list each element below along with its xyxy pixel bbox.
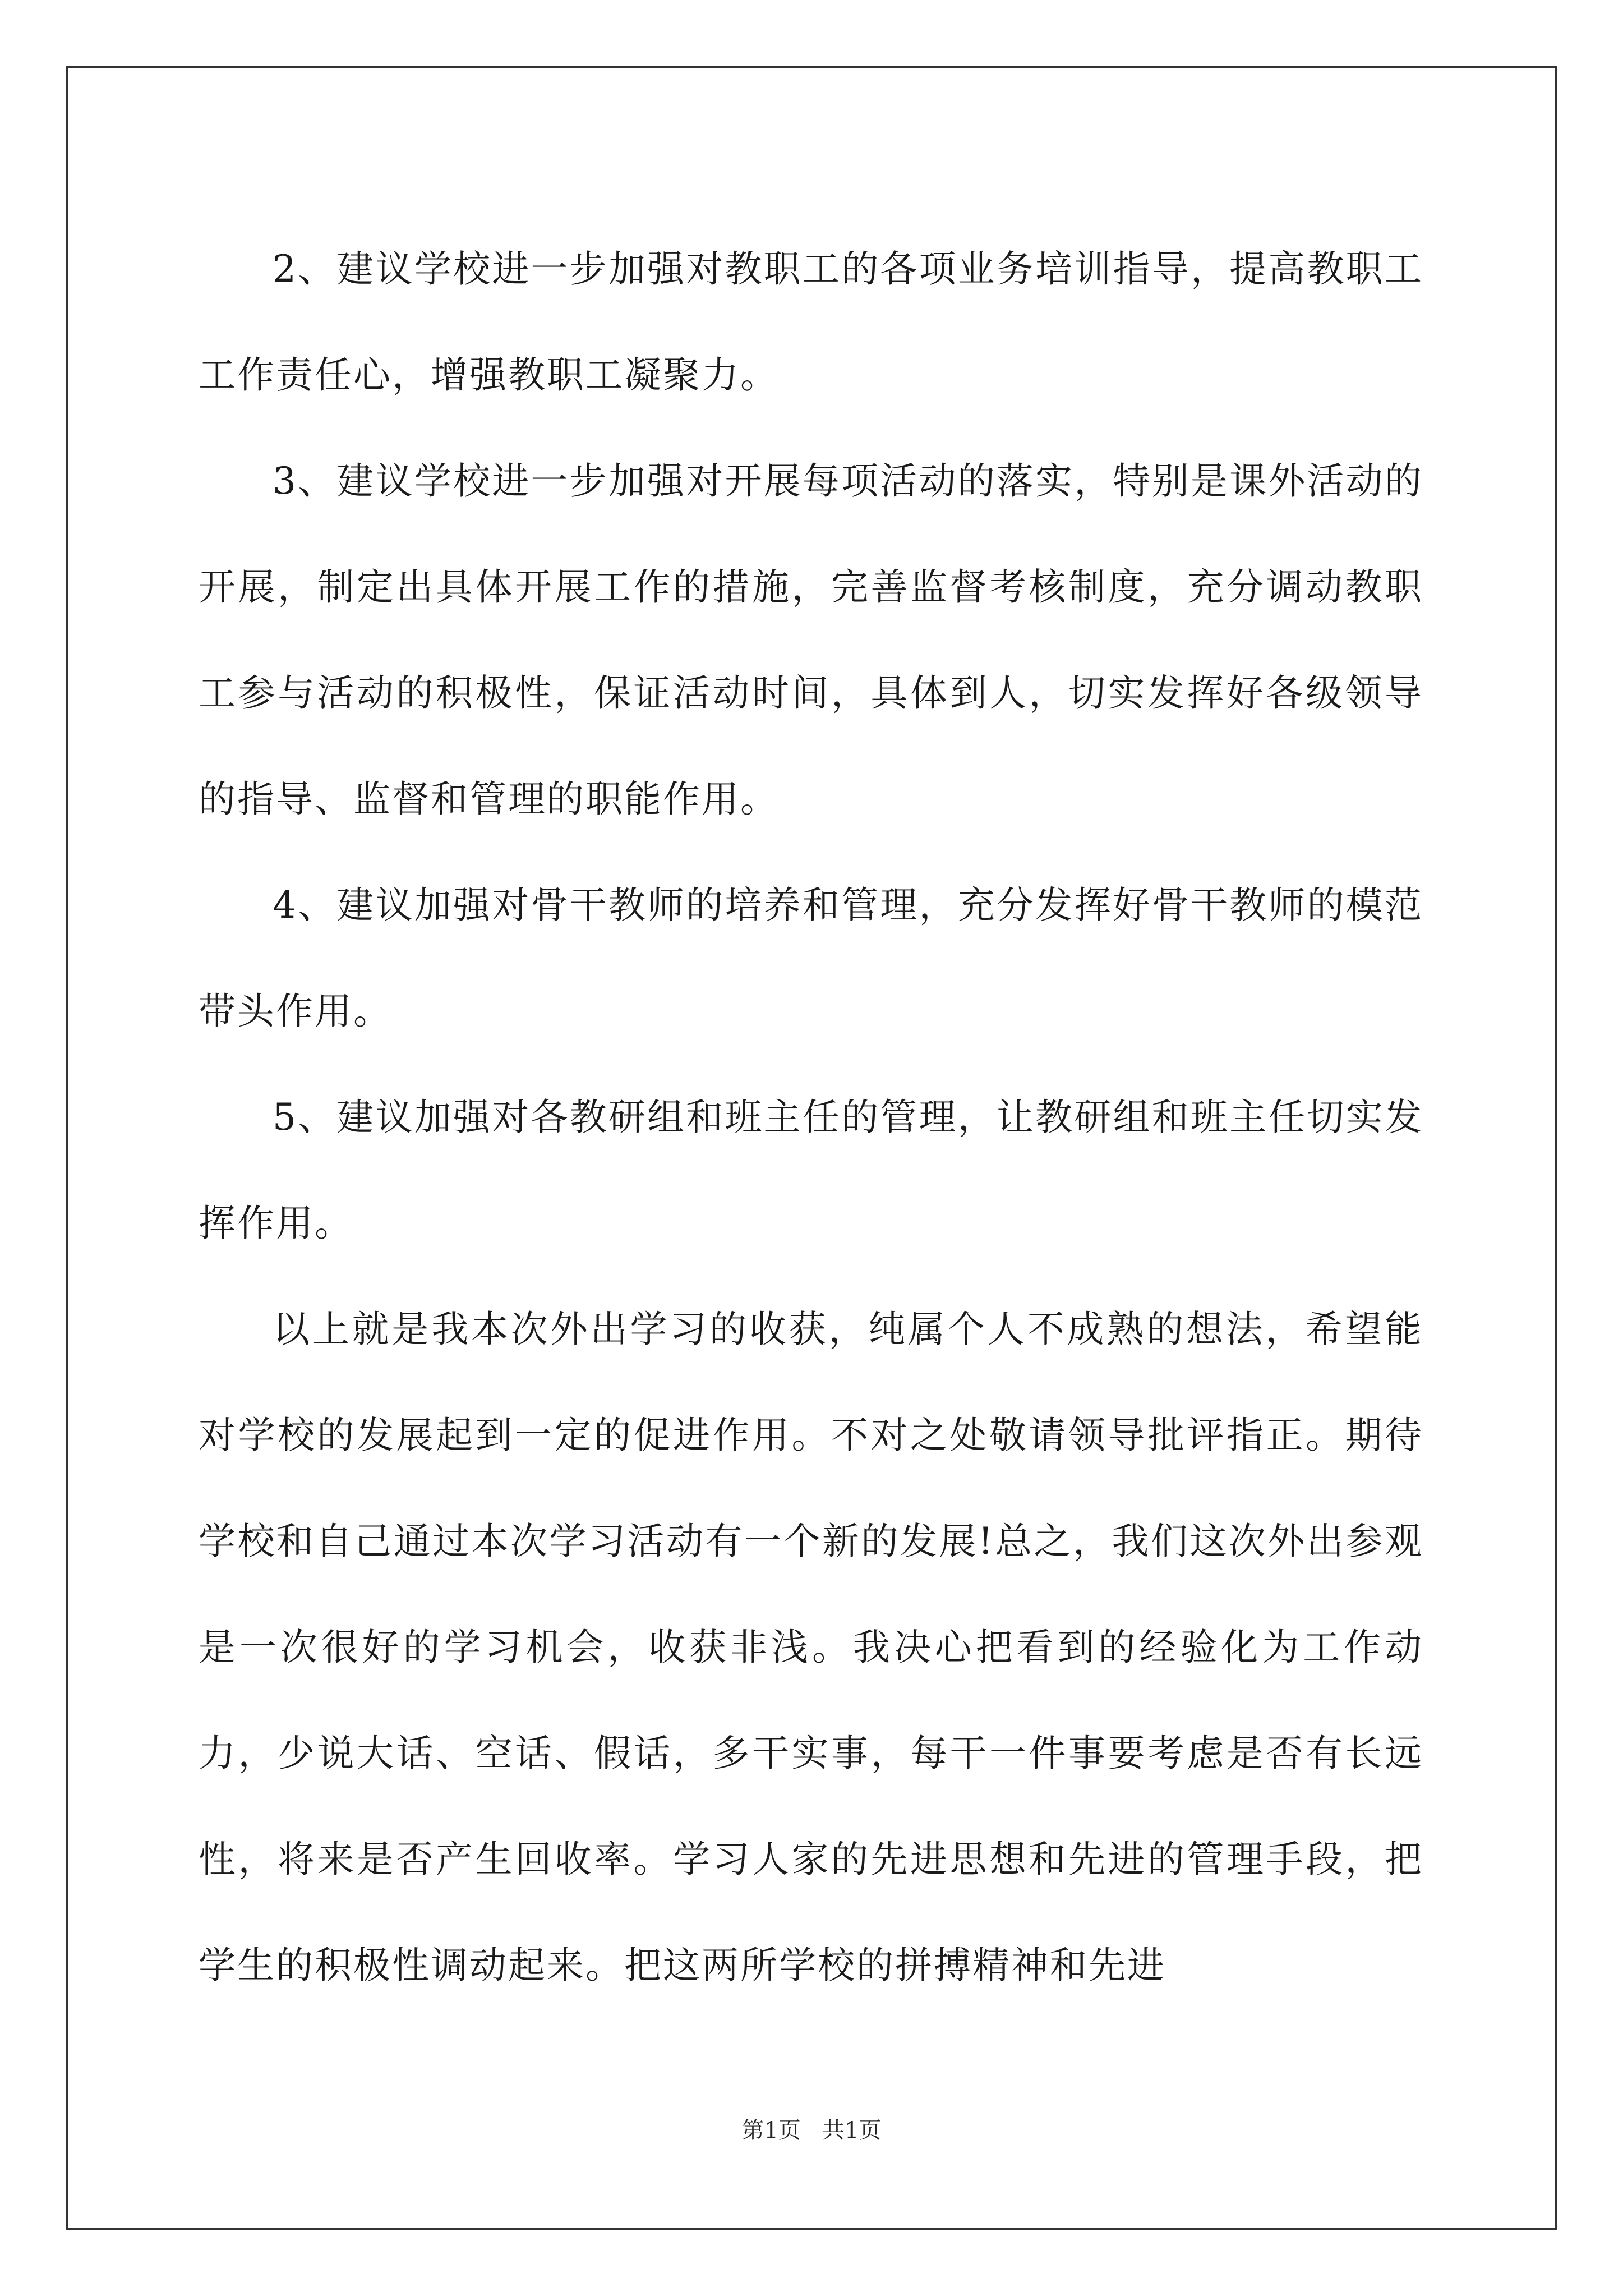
document-body [199, 216, 1423, 2018]
page-number-label: 第1页 共1页 [741, 2118, 882, 2143]
paragraph-4: 4、建议加强对骨干教师的培养和管理，充分发挥好骨干教师的模范带头作用。 [199, 884, 1423, 1033]
paragraph-conclusion: 以上就是我本次外出学习的收获，纯属个人不成熟的想法，希望能对学校的发展起到一定的促进作用。不对之处敬请领导批评指正。期待学校和自己通过本次学习活动有一个新的发展!总之，我们这次外出参观是一次很好的学习机会，收获非浅。我决心把看到的经验化为工作动力，少说大话、空话、假话，多干实事，每干一件事要考虑是否有长远性，将来是否产生回收率。学习人家的先进思想和先进的管理手段，把学生的积极性调动起来。把这两所学校的拼搏精神和先进 [199, 1308, 1423, 1987]
page-footer [0, 2114, 1623, 2147]
paragraph-2: 2、建议学校进一步加强对教职工的各项业务培训指导，提高教职工工作责任心，增强教职工凝聚力。 [199, 247, 1423, 397]
paragraph-3: 3、建议学校进一步加强对开展每项活动的落实，特别是课外活动的开展，制定出具体开展工作的措施，完善监督考核制度，充分调动教职工参与活动的积极性，保证活动时间，具体到人，切实发挥好各级领导的指导、监督和管理的职能作用。 [199, 459, 1423, 821]
paragraph-5: 5、建议加强对各教研组和班主任的管理，让教研组和班主任切实发挥作用。 [199, 1096, 1423, 1245]
